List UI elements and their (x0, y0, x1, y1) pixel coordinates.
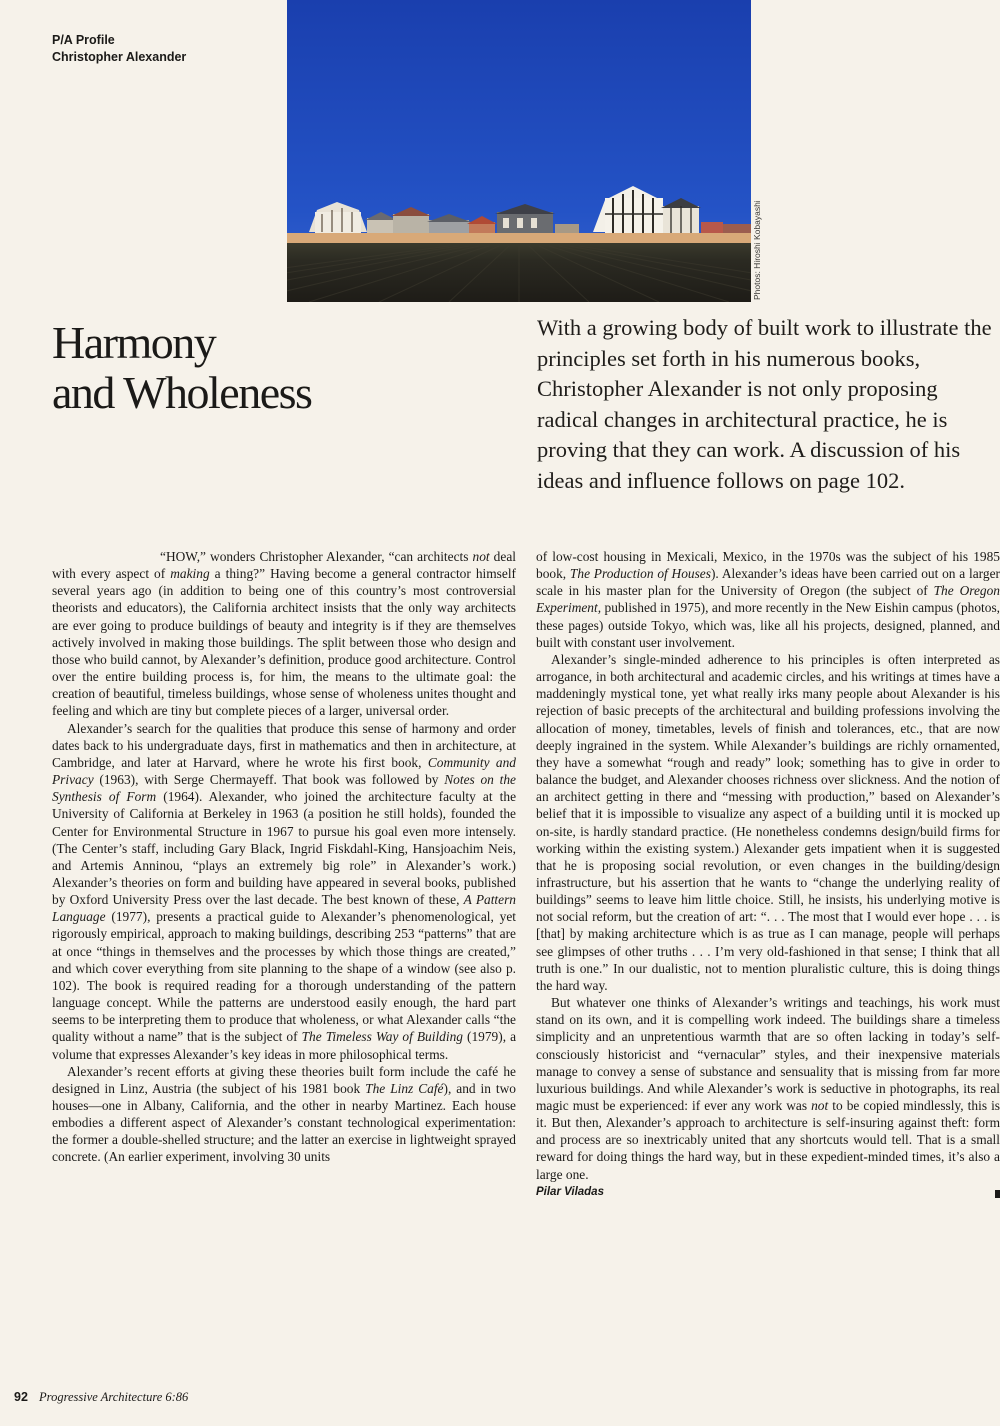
campus-photo-illustration (287, 0, 751, 302)
page-footer (14, 1390, 188, 1405)
body-column-left (52, 548, 516, 1166)
author-byline (536, 1184, 1000, 1201)
article-deck: With a growing body of built work to illustrate the principles set forth in his numerous books, Christopher Alexander is not only proposing radical changes in architectural practice, he is proving that they can work. A discussion of his ideas and influence follows on page 102. (537, 315, 992, 493)
boundary-wall (287, 233, 751, 243)
section-name: P/A Profile (52, 33, 115, 47)
author-name: Pilar Viladas (536, 1185, 604, 1198)
campus-photo (287, 0, 751, 302)
paragraph: But whatever one thinks of Alexander’s writings and teachings, his work must stand on its own, and it is compelling work indeed. The buildings share a timeless simplicity and an unpretentious warmth that are so often lacking in today’s self-consciously historicist and “vernacular” styles, and their inexpensive materials manage to convey a sense of substance and sensuality that is missing from far more luxurious buildings. And while Alexander’s work is seductive in photographs, its real magic must be experienced: if ever any work was not to be copied mindlessly, this is it. But then, Alexander’s approach to architecture is self-insuring against theft: form and process are so inextricably united that any shortcuts would tell. That is a small reward for doing things the hard way, but in these expedient-minded times, it’s also a large one. (536, 995, 1000, 1182)
profile-subject: Christopher Alexander (52, 50, 187, 64)
article-headline (52, 318, 432, 418)
paragraph: of low-cost housing in Mexicali, Mexico, in the 1970s was the subject of his 1985 book, The Production of Houses). Alexander’s ideas have been carried out on a larger scale in his master plan for the University of Oregon (the subject of The Oregon Experiment, published in 1975), and more recently in the New Eishin campus (photos, these pages) outside Tokyo, which was, like all his projects, designed, planned, and built with constant user involvement. (536, 549, 1000, 650)
photo-credit: Photos: Hiroshi Kobayashi (752, 200, 762, 300)
page-number: 92 (14, 1390, 28, 1404)
body-column-right (536, 548, 1000, 1201)
paragraph: Alexander’s single-minded adherence to his principles is often interpreted as arrogance, in both architectural and academic circles, and his writings at times have a maddeningly mystical tone, yet what really irks many people about Alexander is his rejection of basic precepts of the architectural and building professions involving the allocation of money, timetables, levels of finish and tolerances, etc., that are now deeply ingrained in the system. While Alexander’s buildings are richly ornamented, they have a somewhat “rough and ready” look; something has to give in order to balance the budget, and Alexander chooses richness over slickness. And the notion of an architect getting in there and “messing with production,” based on Alexander’s belief that it is impossible to visualize any aspect of a building until it is mocked up on-site, is hardly standard practice. (He nonetheless condemns design/build firms for working within the existing system.) Alexander gets impatient when it is suggested that he is proposing social revolution, or even changes in the building/design infrastructure, but his assertion that he wants to “change the underlying reality of buildings” seems to leave him little choice. Still, he insists, his underlying motive is not social reform, but the creation of art: “. . . The most that I would ever hope . . . is [that] by making architecture which is as true as I can manage, people will perhaps see glimpses of other truths . . . I’m very old-fashioned in that sense; I think that all truth is one.” In our dualistic, not to mention pluralistic culture, this is doing things the hard way. (536, 651, 1000, 993)
paragraph: “HOW,” wonders Christopher Alexander, “can architects not deal with every aspect of making a thing?” Having become a general contractor himself several years ago (in addition to being one of this country’s most controversial theorists and educators), the California architect insists that the only way architects are ever going to produce buildings of beauty and integrity is if they are themselves actively involved in making those buildings. The split between those who design and those who build cannot, by Alexander’s definition, produce good architecture. Control over the entire building process is, for him, the means to the ultimate goal: the creation of beautiful, timeless buildings, whose sense of wholeness unites thought and feeling and which are tiny but complete pieces of a larger, universal order. (52, 549, 516, 719)
headline-line-1: Harmony (52, 317, 216, 368)
publication-issue: Progressive Architecture 6:86 (39, 1390, 189, 1404)
end-mark (995, 1190, 1000, 1198)
headline-line-2: and Wholeness (52, 367, 312, 418)
section-label (52, 32, 186, 66)
paragraph: Alexander’s search for the qualities that produce this sense of harmony and order dates back to his undergraduate days, first in mathematics and then in architecture, at Cambridge, and later at Harvard, where he wrote his first book, Community and Privacy (1963), with Serge Chermayeff. That book was followed by Notes on the Synthesis of Form (1964). Alexander, who joined the architecture faculty at the University of California at Berkeley in 1963 (a position he still holds), founded the Center for Environmental Structure in 1967 to pursue his goal even more intensely. (The Center’s staff, including Gary Black, Ingrid Fiskdahl-King, Hansjoachim Neis, and Artemis Anninou, “plays an extremely big role” in Alexander’s work.) Alexander’s theories on form and building have appeared in several books, published by Oxford University Press over the last decade. The best known of these, A Pattern Language (1977), presents a practical guide to Alexander’s phenomenological, yet rigorously empirical, approach to making buildings, describing 253 “patterns” that are at once “things in themselves and the processes by which those things are created,” and which cover everything from site planning to the shape of a window (see also p. 102). The book is required reading for a thorough understanding of the pattern language concept. While the patterns are understood easily enough, the hard part seems to be interpreting them to produce that wholeness, or what Alexander calls “the quality without a name” that is the subject of The Timeless Way of Building (1979), a volume that expresses Alexander’s key ideas in more philosophical terms. (52, 720, 517, 1062)
paragraph: Alexander’s recent efforts at giving these theories built form include the café he designed in Linz, Austria (the subject of his 1981 book The Linz Café), and in two houses—one in Albany, California, and the other in nearby Martinez. Each house embodies a different aspect of Alexander’s constant technological experimentation: the former a double-shelled structure; and the latter an exercise in lightweight sprayed concrete. (An earlier experiment, involving 30 units (52, 1063, 517, 1165)
